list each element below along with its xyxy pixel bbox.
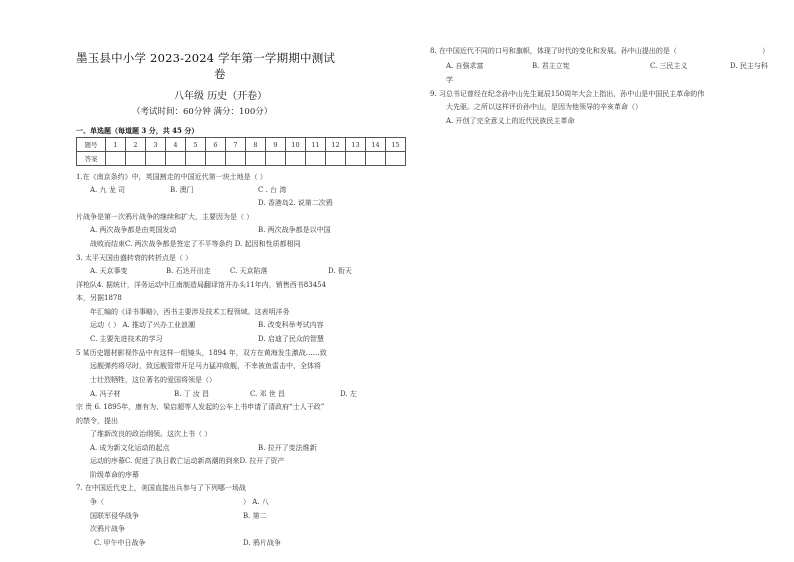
question-4: 洋枪队4. 据统计，洋务运动中江南制造局翻译馆开办头11年内，销售西书83454 bbox=[76, 281, 327, 289]
question-number: 10 bbox=[286, 138, 306, 152]
section-heading: 一、单选题（每道题 3 分，共 45 分） bbox=[76, 126, 199, 135]
question-9-cont: 大先驱。之所以这样评价孙中山，是因为他领导的辛亥革命（） bbox=[446, 103, 642, 111]
q1-option-d-q2: D. 香港岛2. 说第二次鸦 bbox=[258, 199, 333, 207]
question-9: 9. 习总书记曾经在纪念孙中山先生诞辰150周年大会上指出，孙中山是中国民主革命的伟 bbox=[430, 90, 705, 98]
q2-option-a: A. 两次战争都是由英国发动 bbox=[90, 226, 177, 234]
exam-info: （考试时间：60分钟 满分：100分） bbox=[132, 107, 273, 117]
q8-option-d: D. 民主与科 bbox=[730, 62, 768, 70]
answer-cell[interactable] bbox=[386, 152, 406, 166]
exam-title: 墨玉县中小学 2023-2024 学年第一学期期中测试 bbox=[76, 51, 336, 65]
question-8-paren: ） bbox=[762, 47, 769, 55]
q8-option-c: C. 三民主义 bbox=[650, 62, 688, 70]
question-number: 14 bbox=[366, 138, 386, 152]
q5-option-c: C. 邓 世 昌 bbox=[250, 390, 286, 398]
answer-cell[interactable] bbox=[286, 152, 306, 166]
question-7: 7. 在中国近代史上，美国直接出兵参与了下列哪一场战 bbox=[76, 484, 246, 492]
q5-option-b: B. 丁 汝 昌 bbox=[174, 390, 210, 398]
q3-option-b: B. 石达开出走 bbox=[166, 267, 211, 275]
q7-option-b-cont: 次鸦片战争 bbox=[90, 525, 125, 533]
answer-cell[interactable] bbox=[126, 152, 146, 166]
q3-option-c: C. 天京陷落 bbox=[230, 267, 268, 275]
question-8: 8. 在中国近代不同的口号和旗帜，体现了时代的变化和发展。孙中山提出的是（ bbox=[430, 47, 677, 55]
question-1: 1.在《南京条约》中，英国割走的中国近代第一块土地是（ ） bbox=[76, 173, 267, 181]
q6-option-d-cont: 阶级革命的序幕 bbox=[90, 471, 139, 479]
question-number: 5 bbox=[186, 138, 206, 152]
answer-cell[interactable] bbox=[246, 152, 266, 166]
q4-option-b: B. 改变科举考试内容 bbox=[258, 321, 324, 329]
q6-option-a: A. 成为新文化运动的起点 bbox=[90, 444, 170, 452]
q2-options-cd: 战败而结束C. 两次战争都是签定了不平等条约 D. 起因和性质都相同 bbox=[90, 240, 301, 248]
answer-cell[interactable] bbox=[366, 152, 386, 166]
question-number: 4 bbox=[166, 138, 186, 152]
grade-subject: 八年级 历史（开卷） bbox=[174, 91, 268, 102]
question-number: 12 bbox=[326, 138, 346, 152]
question-number: 6 bbox=[206, 138, 226, 152]
question-number: 9 bbox=[266, 138, 286, 152]
question-number: 3 bbox=[146, 138, 166, 152]
answer-cell[interactable] bbox=[166, 152, 186, 166]
question-number: 13 bbox=[346, 138, 366, 152]
answer-table bbox=[76, 137, 406, 166]
question-4-cont2: 年汇编的《译书事略》，西书主要涉及技术工程领域。这表明洋务 bbox=[90, 308, 290, 316]
q3-option-a: A. 天京事变 bbox=[90, 267, 128, 275]
answer-cell[interactable] bbox=[106, 152, 126, 166]
answer-cell[interactable] bbox=[306, 152, 326, 166]
q3-option-d: D. 衔天 bbox=[328, 267, 352, 275]
answer-cell[interactable] bbox=[326, 152, 346, 166]
q8-option-a: A. 自强求富 bbox=[446, 62, 484, 70]
q4-option-d: D. 启迪了民众的智慧 bbox=[258, 335, 324, 343]
exam-title-continued: 卷 bbox=[214, 67, 226, 81]
q1-option-b: B. 澳门 bbox=[170, 186, 194, 194]
q7-option-d: D. 鸦片战争 bbox=[243, 539, 281, 547]
q8-option-d-cont: 学 bbox=[446, 76, 453, 84]
question-number: 15 bbox=[386, 138, 406, 152]
question-number: 2 bbox=[126, 138, 146, 152]
answer-cell[interactable] bbox=[146, 152, 166, 166]
answer-cell[interactable] bbox=[266, 152, 286, 166]
question-5-cont2: 士壮烈牺牲，这位著名的爱国将领是（） bbox=[90, 376, 216, 384]
answer-cell[interactable] bbox=[186, 152, 206, 166]
q7-option-a-cont: 国联军侵华战争 bbox=[90, 512, 139, 520]
table-row bbox=[77, 138, 406, 152]
q4-option-a: 运动（ ） A. 推动了兴办工业浪潮 bbox=[90, 321, 195, 329]
q9-option-a: A. 开创了完全意义上的近代民族民主革命 bbox=[446, 117, 575, 125]
question-6-cont2: 了维新改良的政治纲领。这次上书（ ） bbox=[90, 430, 212, 438]
question-number: 7 bbox=[226, 138, 246, 152]
table-row bbox=[77, 152, 406, 166]
question-4-cont: 本，另据1878 bbox=[76, 294, 122, 302]
question-number: 8 bbox=[246, 138, 266, 152]
q7-option-c: C. 甲午中日战争 bbox=[94, 539, 146, 547]
question-5: 5 某历史题材影视作品中有这样一组镜头，1894 年，双方在黄海发生激战……致 bbox=[76, 349, 327, 357]
q5-option-a: A. 冯子材 bbox=[90, 390, 121, 398]
question-3: 3. 太平天国由盛转衰的转折点是（ ） bbox=[76, 254, 193, 262]
q7-option-a: ） A. 八 bbox=[243, 498, 269, 506]
q1-option-a: A. 九 龙 司 bbox=[90, 186, 125, 194]
q4-option-c: C. 主要先进技术的学习 bbox=[90, 335, 163, 343]
answer-cell[interactable] bbox=[226, 152, 246, 166]
q5-option-d: D. 左 bbox=[340, 390, 357, 398]
question-2: 片战争是第一次鸦片战争的继续和扩大，主要因为是（ ） bbox=[76, 213, 254, 221]
q6-option-b: B. 拉开了变法维新 bbox=[258, 444, 317, 452]
question-number: 1 bbox=[106, 138, 126, 152]
q8-option-b: B. 君主立宪 bbox=[532, 62, 570, 70]
q1-option-c: C . 台 湾 bbox=[258, 186, 287, 194]
question-number: 11 bbox=[306, 138, 326, 152]
question-6-cont: 的禁令，提出 bbox=[76, 417, 118, 425]
question-6: 宗 贵 6. 1895年，康有为、梁启超等人发起的公车上书申请了清政府“士人干政” bbox=[76, 403, 325, 411]
row-label-answer: 答案 bbox=[77, 152, 106, 166]
answer-cell[interactable] bbox=[346, 152, 366, 166]
q6-options-cd: 运动的序幕C. 促进了执日救亡运动新高潮的到来D. 拉开了资产 bbox=[90, 457, 285, 465]
answer-cell[interactable] bbox=[206, 152, 226, 166]
question-7-cont: 争（ bbox=[90, 498, 104, 506]
q2-option-b: B. 两次战争都是以中国 bbox=[258, 226, 331, 234]
question-5-cont: 远舰弹药将尽时，致远舰管带开足马力猛冲敌舰，不幸被鱼雷击中，全体将 bbox=[90, 362, 321, 370]
row-label-number: 题号 bbox=[77, 138, 106, 152]
q7-option-b: B. 第二 bbox=[243, 512, 267, 520]
